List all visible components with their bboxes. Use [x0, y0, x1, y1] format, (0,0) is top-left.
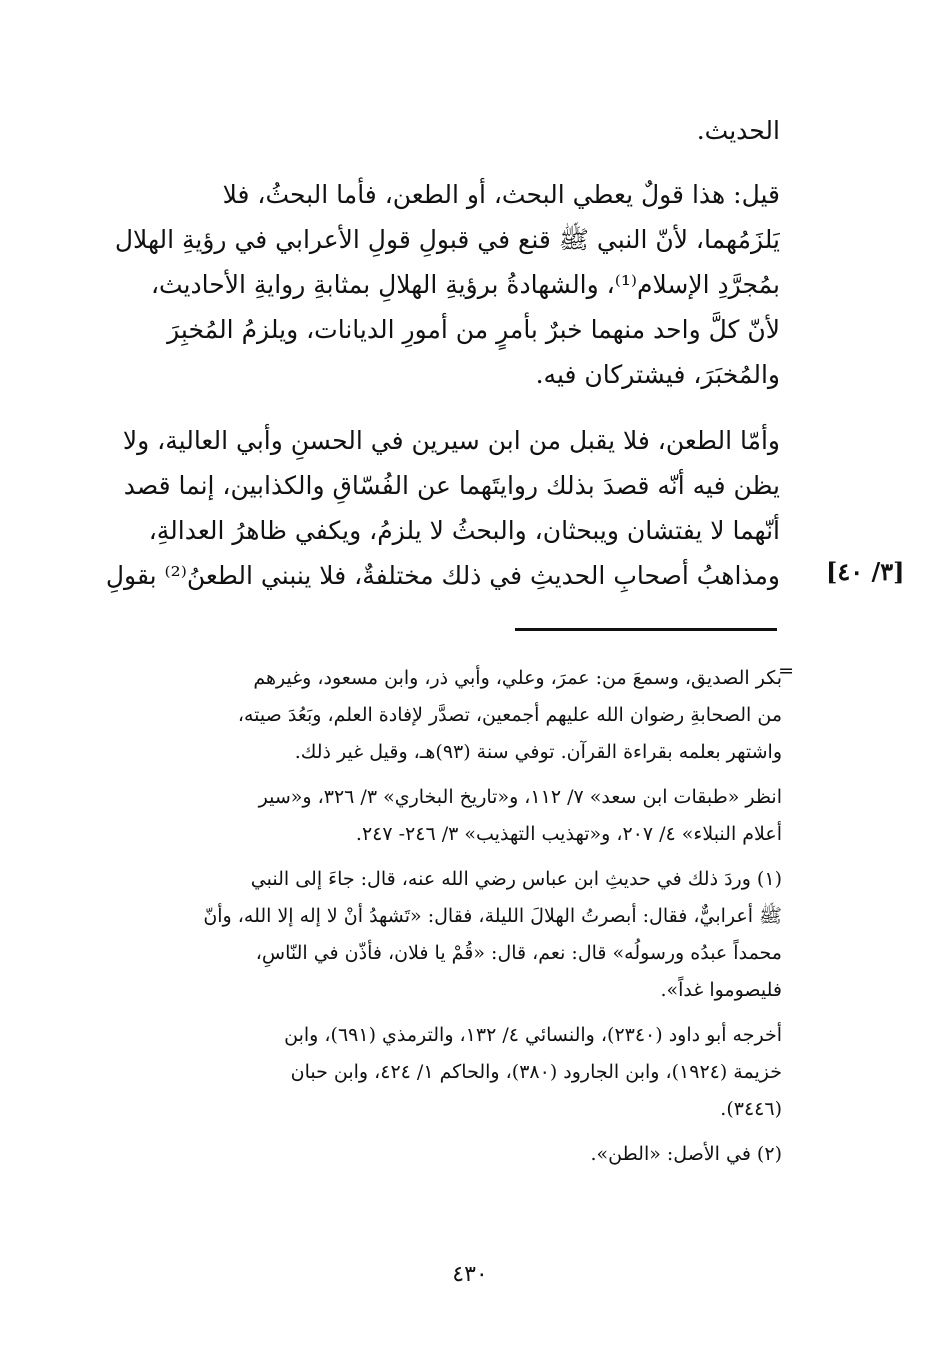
footnote-references	[70, 779, 782, 853]
paragraph-1	[70, 172, 780, 397]
text-line: بمُجرَّدِ الإسلام⁽¹⁾، والشهادةُ برؤيةِ الهلالِ بمثابةِ روايةِ الأحاديث،	[150, 270, 780, 299]
footnote-1-sources	[70, 1017, 782, 1128]
footnote-line: أخرجه أبو داود (٢٣٤٠)، والنسائي ٤/ ١٣٢، والترمذي (٦٩١)، وابن	[284, 1024, 782, 1046]
footnote-line: (٣٤٤٦).	[720, 1098, 782, 1120]
text-line: يظن فيه أنّه قصدَ بذلك روايتَهما عن الفُسّاقِ والكذابين، إنما قصد	[123, 471, 780, 500]
footnote-1	[70, 861, 782, 1009]
footnotes	[70, 660, 794, 1181]
opening-line	[70, 108, 780, 153]
text-line: وأمّا الطعن، فلا يقبل من ابن سيرين في الحسنِ وأبي العالية، ولا	[122, 426, 780, 455]
footnote-line: فليصوموا غداً».	[660, 979, 782, 1001]
page-number: ٤٣٠	[452, 1262, 488, 1287]
footnote-line: (٢) في الأصل: «الطن».	[590, 1143, 782, 1165]
footnote-continued	[70, 660, 794, 771]
margin-reference: [٣/ ٤٠]	[826, 557, 905, 586]
footnote-2	[70, 1136, 782, 1173]
footnote-line: ﷺ أعرابيٌّ، فقال: أبصرتُ الهلالَ الليلة، فقال: «تَشهدُ أنْ لا إله إلا الله، وأنّ	[203, 905, 782, 927]
text-line: يَلزَمُهما، لأنّ النبي ﷺ قنع في قبولِ قولِ الأعرابي في رؤيةِ الهلال	[114, 225, 780, 254]
footnote-line: خزيمة (١٩٢٤)، وابن الجارود (٣٨٠)، والحاكم ١/ ٤٢٤، وابن حبان	[290, 1061, 782, 1083]
text-line: لأنّ كلَّ واحد منهما خبرٌ بأمرٍ من أمورِ الديانات، ويلزمُ المُخبِرَ	[167, 315, 780, 344]
text-line: قيل: هذا قولٌ يعطي البحث، أو الطعن، فأما البحثُ، فلا	[222, 180, 780, 209]
text-line: والمُخبَرَ، فيشتركان فيه.	[535, 360, 780, 389]
footnote-line: واشتهر بعلمه بقراءة القرآن. توفي سنة (٩٣)هـ، وقيل غير ذلك.	[294, 741, 782, 763]
footnote-line: محمداً عبدُه ورسولُه» قال: نعم، قال: «قُمْ يا فلان، فأذّن في النّاسِ،	[255, 942, 782, 964]
footnote-line: (١) وردَ ذلك في حديثِ ابن عباس رضي الله عنه، قال: جاءَ إلى النبي	[250, 868, 782, 890]
footnote-line: بكر الصديق، وسمعَ من: عمرَ، وعلي، وأبي ذر، وابن مسعود، وغيرهم	[253, 667, 782, 689]
continuation-mark: =	[778, 660, 794, 682]
footnote-divider	[515, 628, 777, 631]
footnote-line: انظر «طبقات ابن سعد» ٧/ ١١٢، و«تاريخ البخاري» ٣/ ٣٢٦، و«سير	[258, 786, 782, 808]
text-line: الحديث.	[696, 116, 780, 145]
footnote-line: أعلام النبلاء» ٤/ ٢٠٧، و«تهذيب التهذيب» ٣/ ٢٤٦- ٢٤٧.	[355, 823, 782, 845]
text-line: ومذاهبُ أصحابِ الحديثِ في ذلك مختلفةٌ، فلا ينبني الطعنُ⁽²⁾ بقولِ	[105, 561, 780, 590]
text-line: أنّهما لا يفتشان ويبحثان، والبحثُ لا يلزمُ، ويكفي ظاهرُ العدالةِ،	[148, 516, 780, 545]
paragraph-2	[70, 418, 780, 598]
footnote-line: من الصحابةِ رضوان الله عليهم أجمعين، تصدَّر لإفادة العلم، وبَعُدَ صيته،	[237, 704, 782, 726]
